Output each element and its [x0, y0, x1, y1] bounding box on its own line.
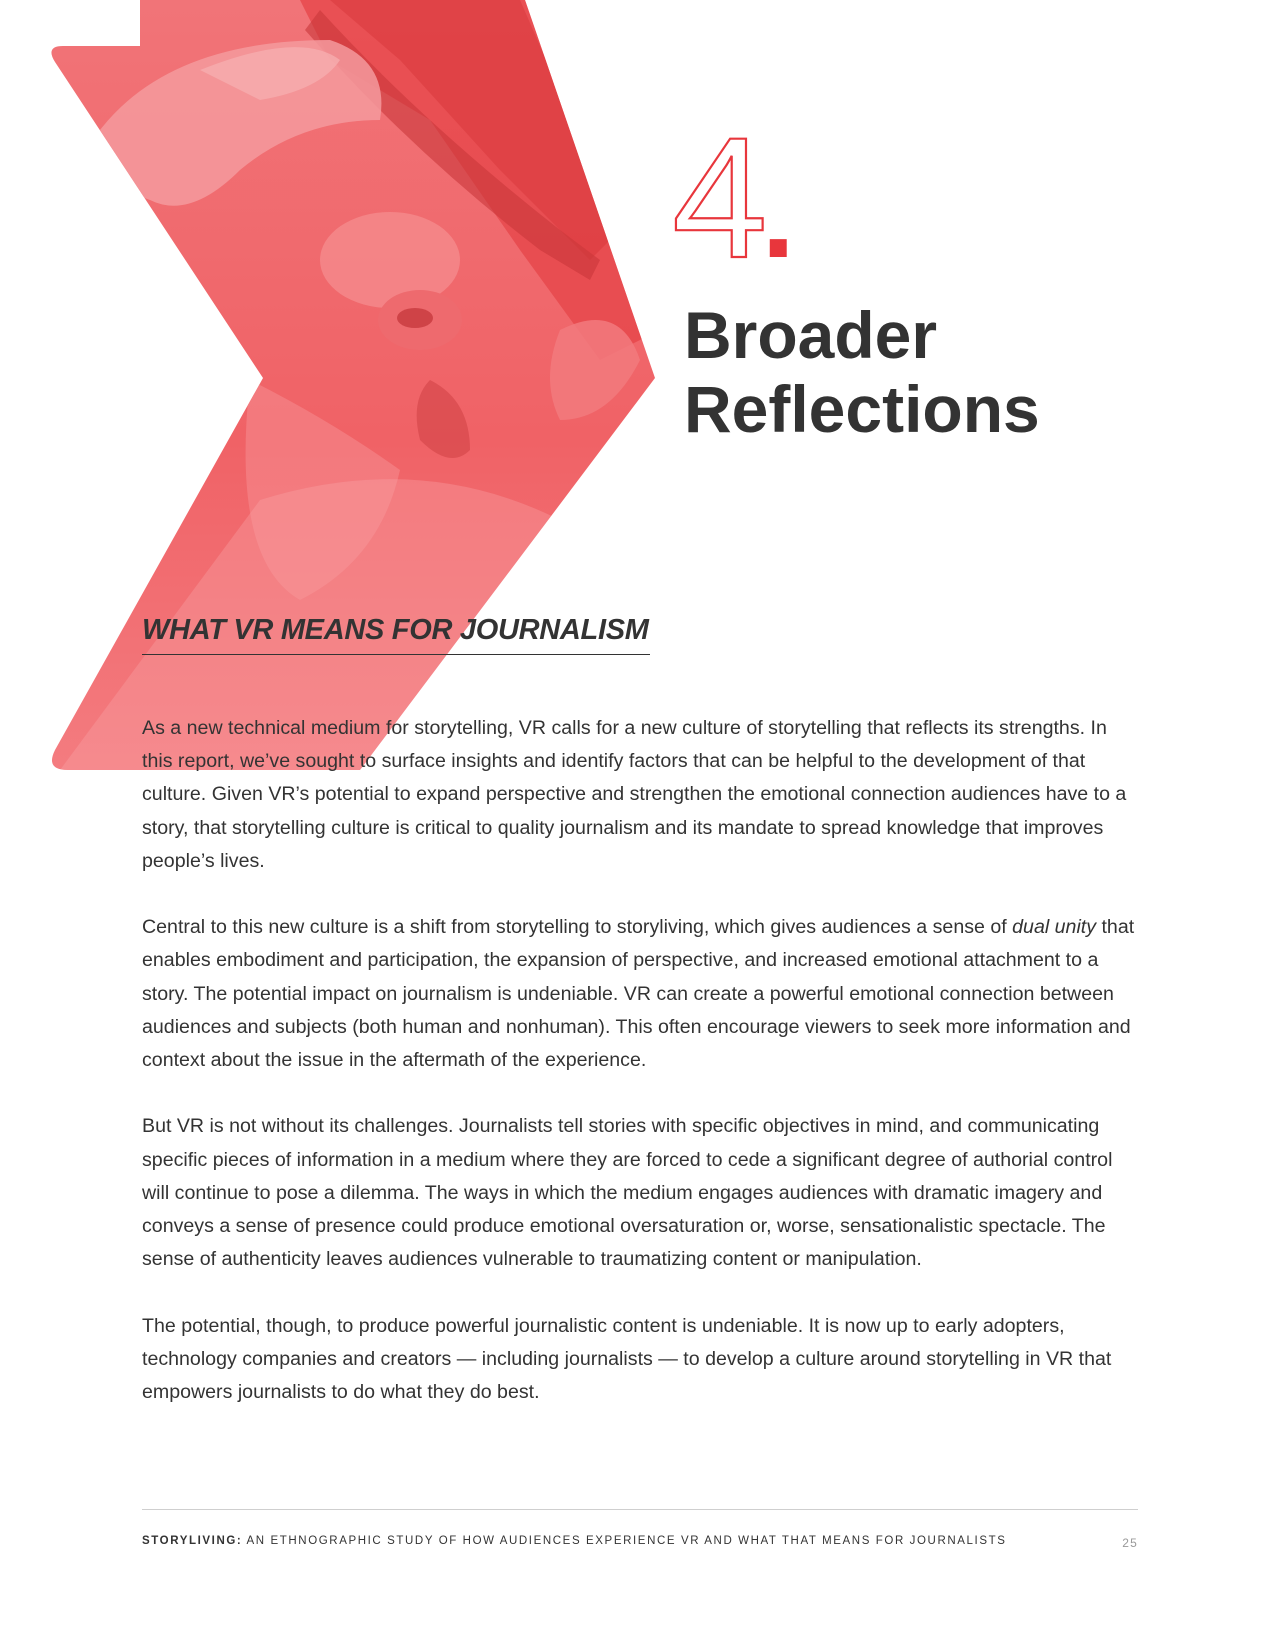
- paragraph-2-emphasis: dual unity: [1012, 916, 1097, 939]
- chapter-title-line1: Broader: [684, 298, 938, 372]
- paragraph-3: But VR is not without its challenges. Journalists tell stories with specific objectives in mind, and communicating specific pieces of information in a medium where they are forced to cede a significant degree of authorial control will continue to pose a dilemma. The ways in which the medium engages audiences with dramatic imagery and conveys a sense of presence could produce emotional oversaturation or, worse, sensationalistic spectacle. The sense of authenticity leaves audiences vulnerable to traumatizing content or manipulation.: [142, 1115, 1113, 1271]
- hero-chevron-photo: [0, 0, 1275, 800]
- footer-running-title: [142, 1535, 1007, 1547]
- footer-divider: [142, 1509, 1138, 1510]
- chapter-number: [672, 102, 790, 294]
- footer-brand: STORYLIVING:: [142, 1535, 243, 1547]
- paragraph-2: [142, 911, 1140, 1077]
- section-heading: WHAT VR MEANS FOR JOURNALISM: [142, 612, 650, 655]
- page-number: 25: [1122, 1536, 1138, 1550]
- footer-subtitle: AN ETHNOGRAPHIC STUDY OF HOW AUDIENCES EXPERIENCE VR AND WHAT THAT MEANS FOR JOURNALISTS: [242, 1535, 1007, 1547]
- paragraph-4: The potential, though, to produce powerful journalistic content is undeniable. It is now up to early adopters, technology companies and creators — including journalists — to develop a culture around storytelling in VR that empowers journalists to do what they do best.: [142, 1314, 1112, 1404]
- paragraph-2-end: that enables embodiment and participation, the expansion of perspective, and increased emotional attachment to a story. The potential impact on journalism is undeniable. VR can create a powerful emotional connection between audiences and subjects (both human and nonhuman). This often encourage viewers to seek more information and context about the issue in the aftermath of the experience.: [142, 916, 1135, 1072]
- chapter-number-digit: 4: [672, 102, 762, 294]
- chapter-title: [684, 298, 1040, 446]
- chapter-number-dot: .: [761, 149, 790, 283]
- paragraph-1: As a new technical medium for storytelling, VR calls for a new culture of storytelling that reflects its strengths. In this report, we’ve sought to surface insights and identify factors that can be helpful to the development of that culture. Given VR’s potential to expand perspective and strengthen the emotional connection audiences have to a story, that storytelling culture is critical to quality journalism and its mandate to spread knowledge that improves people’s lives.: [142, 717, 1127, 872]
- chapter-title-line2: Reflections: [684, 372, 1040, 446]
- body-text: [142, 712, 1140, 1442]
- paragraph-2-start: Central to this new culture is a shift from storytelling to storyliving, which gives audiences a sense of: [142, 916, 1013, 939]
